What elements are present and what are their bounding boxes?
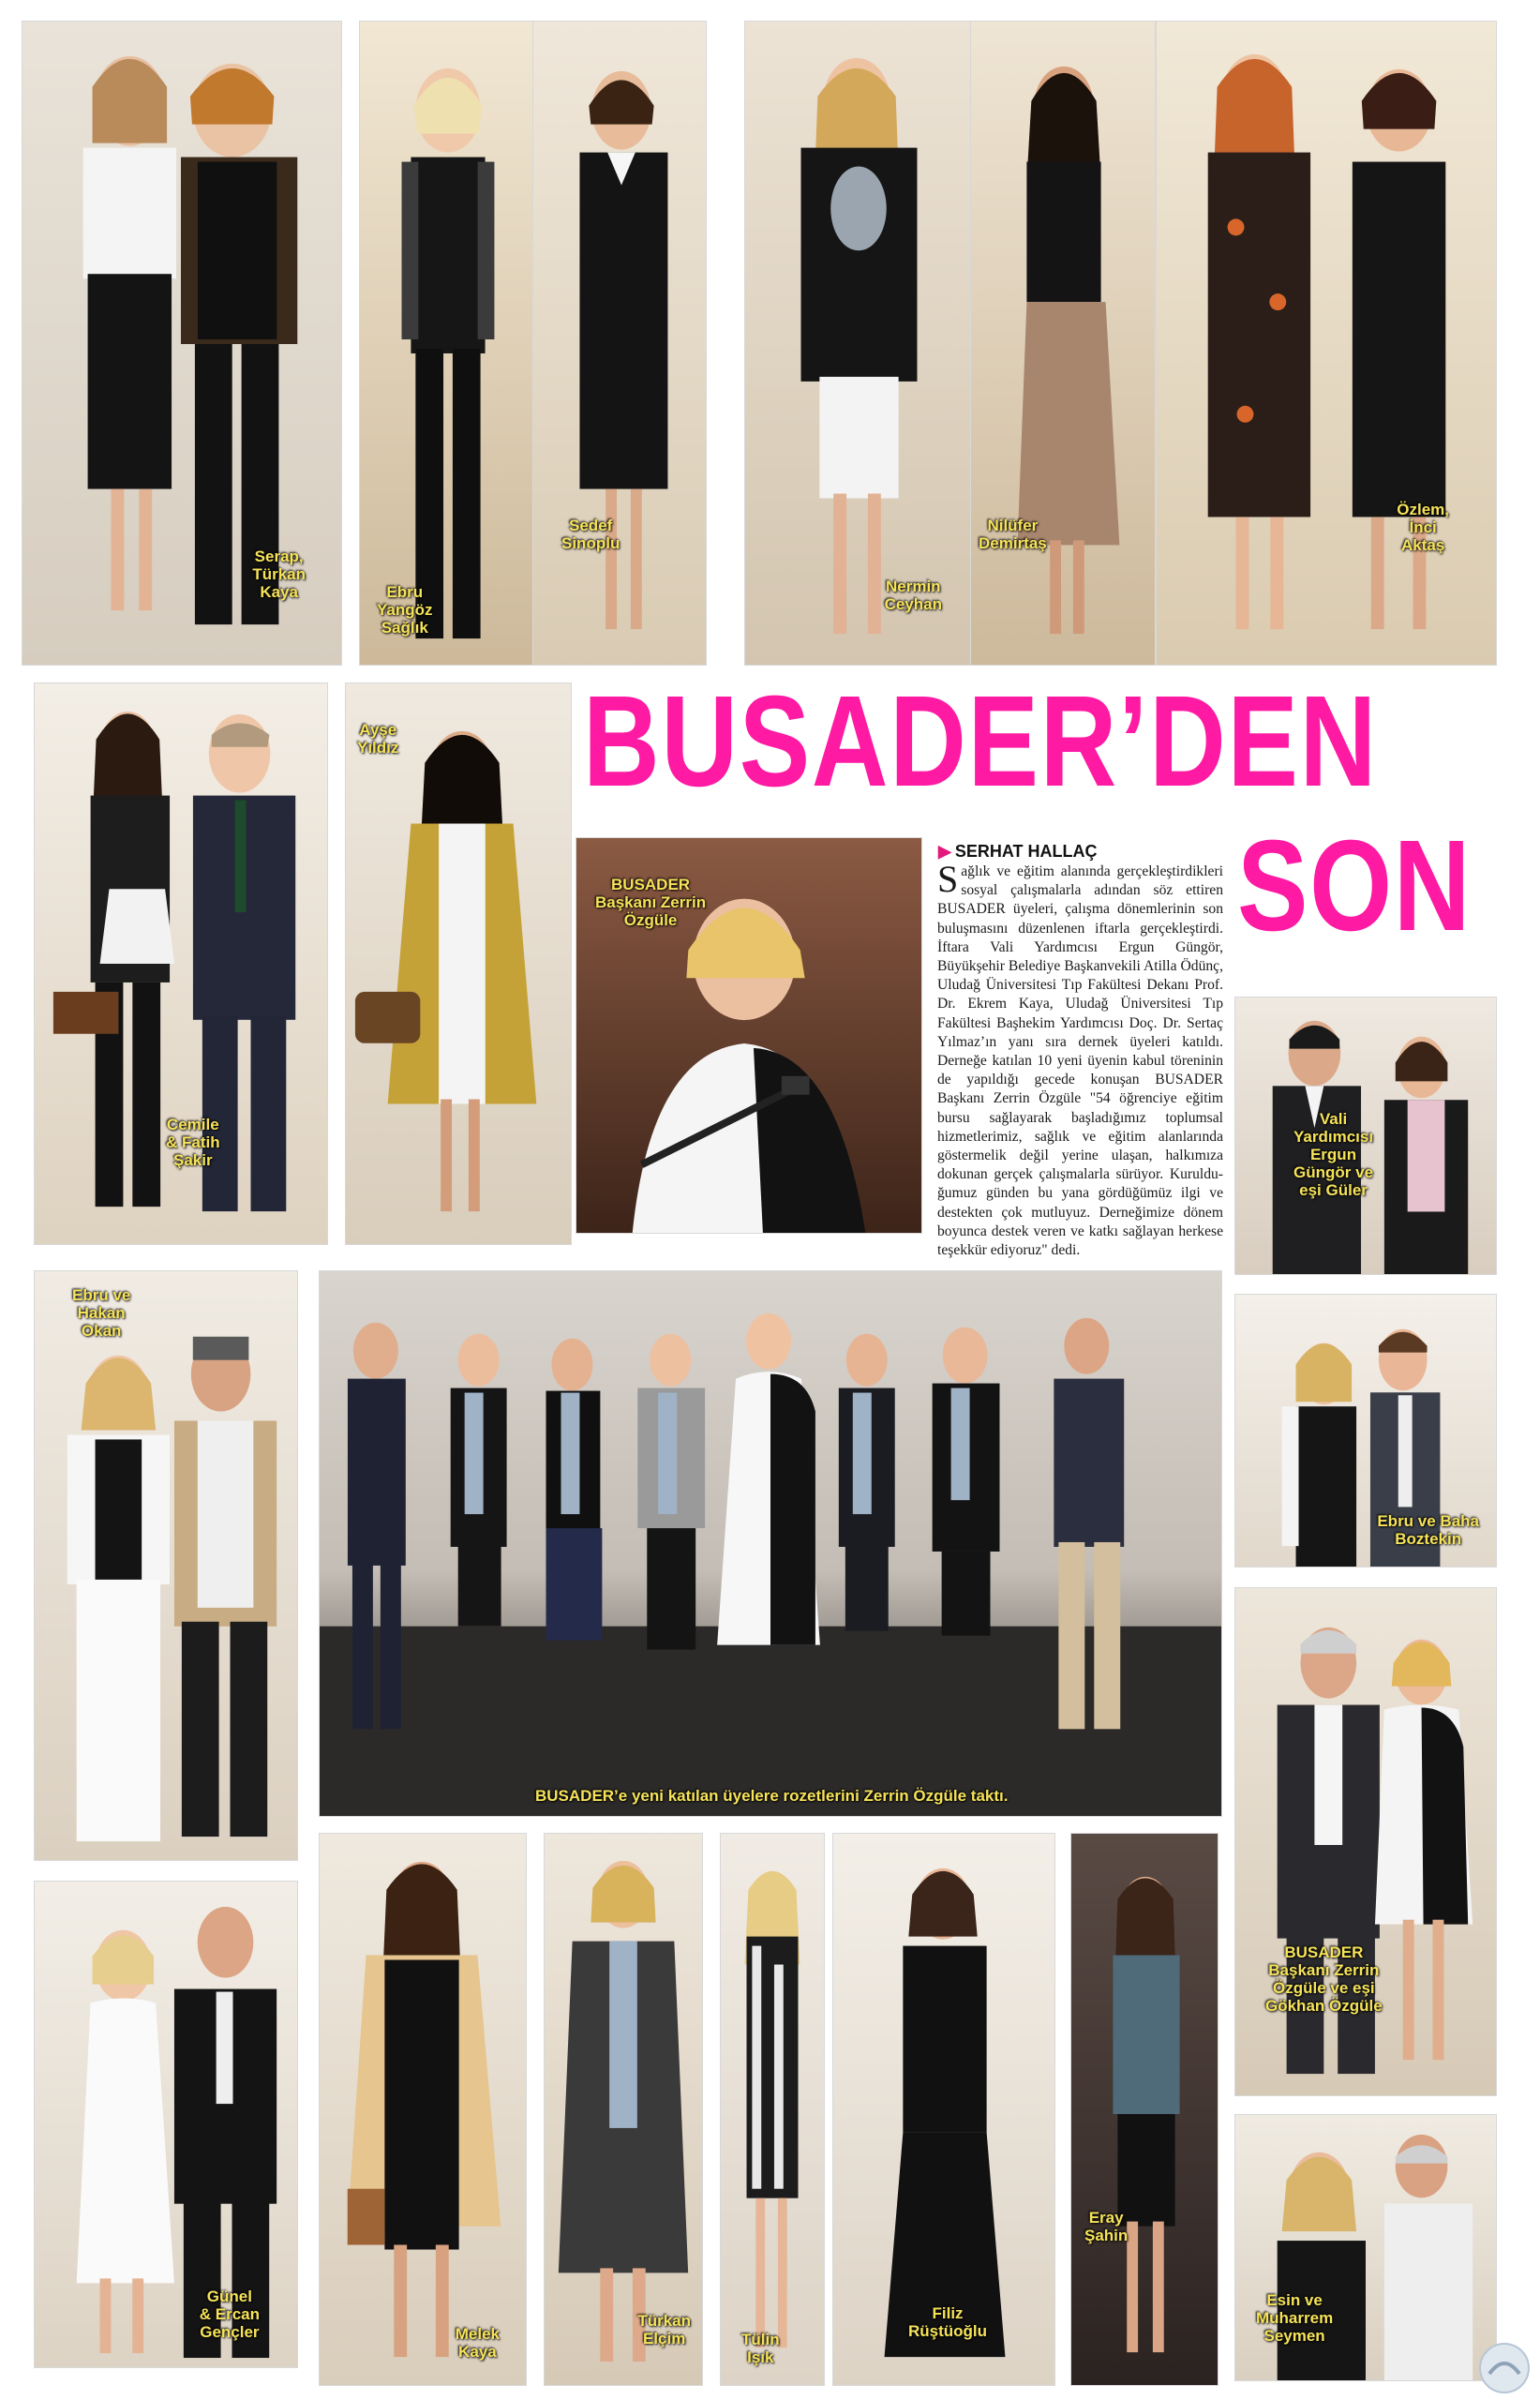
photo-caption: Günel & Ercan Gençler [199, 2288, 260, 2341]
photo-figures [360, 22, 532, 665]
photo-nermin-ceyhan [744, 21, 971, 666]
photo-caption: BUSADER’e yeni katılan üyelere rozetlerini Zerrin Özgüle taktı. [535, 1787, 1009, 1805]
photo-turkan-elcim [544, 1833, 703, 2386]
headline-line2: SON [1237, 814, 1473, 958]
photo-caption: Melek Kaya [455, 2325, 500, 2361]
photo-zerrin-gokhan-ozgule [1234, 1587, 1497, 2096]
photo-caption: Türkan Elçim [637, 2312, 691, 2348]
photo-caption: Özlem, İnci Aktaş [1397, 501, 1449, 554]
photo-figures [1235, 1588, 1496, 2095]
photo-caption: Cemile & Fatih Şakir [166, 1116, 220, 1169]
photo-caption: Ebru ve Baha Boztekin [1377, 1512, 1479, 1548]
photo-ozlem-inci-aktas [1156, 21, 1497, 666]
byline-marker-icon: ▶ [938, 842, 951, 861]
photo-caption: Filiz Rüştüoğlu [908, 2304, 988, 2340]
photo-ebru-yangoz-saglik [359, 21, 533, 666]
photo-figures [320, 1834, 526, 2385]
photo-zerrin-ozgule-speech [576, 837, 922, 1234]
photo-caption: Ebru ve Hakan Okan [72, 1286, 131, 1340]
photo-ebru-hakan-okan [34, 1270, 298, 1861]
photo-serap-turkan-kaya [22, 21, 342, 666]
photo-group-new-members [319, 1270, 1222, 1817]
photo-caption: Ayşe Yıldız [357, 721, 399, 757]
photo-figures [833, 1834, 1054, 2385]
article-body [937, 858, 1223, 1259]
photo-ayse-yildiz [345, 682, 572, 1245]
photo-caption: BUSADER Başkanı Zerrin Özgüle [595, 876, 707, 929]
photo-caption: Nermin Ceyhan [884, 578, 942, 613]
photo-cemile-fatih-sakir [34, 682, 328, 1245]
photo-figures [1071, 1834, 1218, 2385]
photo-caption: Eray Şahin [1084, 2209, 1129, 2244]
photo-filiz-rustuoglu [832, 1833, 1055, 2386]
photo-ebru-baha-boztekin [1234, 1294, 1497, 1568]
byline-author: SERHAT HALLAÇ [954, 842, 1098, 861]
headline-line1: BUSADER’DEN [583, 669, 1378, 814]
photo-figures [346, 683, 571, 1244]
photo-caption: Nilüfer Demirtaş [979, 517, 1047, 552]
photo-figures [971, 22, 1155, 665]
photo-caption: Serap, Türkan Kaya [252, 548, 306, 601]
photo-melek-kaya [319, 1833, 527, 2386]
photo-figures [1157, 22, 1496, 665]
photo-figures [721, 1834, 824, 2385]
photo-gunel-ercan-gencler [34, 1881, 298, 2368]
photo-caption: Tülin Işık [741, 2331, 780, 2366]
photo-vali-yardimcisi-ergun-gungor [1234, 997, 1497, 1275]
photo-caption: Sedef Sinoplu [561, 517, 620, 552]
article-text: ağlık ve eğitim alanında gerçekleştirdikleri sosyal çalışmalarla adından söz ettiren BUSADER üyeleri, çalışma dönemlerinin son buluşmasını düzenlenen iftarla gerçekleştirdi. İftara Vali Yardımcısı Ergun Güngör, Büyükşehir Belediye Başkanvekili Atilla Ödünç, Uludağ Üniversitesi Tıp Fakültesi Dekanı Prof. Dr. Ekrem Kaya, Uludağ Üniversitesi Tıp Fakültesi Başhekim Yardımcısı Doç. Dr. Sertaç Yılmaz’ın yanı sıra dernek üyeleri katıldı. Derneğe katılan 10 yeni üyenin kabul töreninin de yapıldığı gecede konuşan BUSADER Başkanı Zerrin Özgüle "54 öğrenciye eğitim bursu sağlayarak başladığımız toplumsal hizmetlerimiz, sağlık ve eğitim alanlarında göstermelik değil yerine ulaşan, halkımıza dokunan gerçek çalışmalarla sürüyor. Kurulduğumuz günden bu yana gördüğümüz ilgi ve destekten çok mutluyuz. Derneğimize dönem boyunca destek veren ve katkı sağlayan herkese teşekkür ediyoruz" dedi. [937, 863, 1223, 1259]
photo-figures [745, 22, 970, 665]
article-dropcap: S [937, 858, 959, 900]
photo-caption: Vali Yardımcısı Ergun Güngör ve eşi Güler [1293, 1110, 1374, 1199]
photo-caption: Esin ve Muharrem Seymen [1256, 2291, 1334, 2345]
photo-figures [533, 22, 706, 665]
photo-figures [320, 1271, 1221, 1816]
photo-figures [545, 1834, 702, 2385]
byline [938, 842, 1098, 862]
photo-sedef-sinoplu [532, 21, 707, 666]
newspaper-logo-seal [1476, 2342, 1533, 2394]
photo-eray-sahin [1070, 1833, 1219, 2386]
photo-caption: BUSADER Başkanı Zerrin Özgüle ve eşi Gökhan Özgüle [1265, 1943, 1383, 2015]
photo-tulin-isik [720, 1833, 825, 2386]
photo-nilufer-demirtas [970, 21, 1156, 666]
photo-figures [35, 1271, 297, 1860]
photo-esin-muharrem-seymen [1234, 2114, 1497, 2381]
photo-caption: Ebru Yangöz Sağlık [377, 583, 433, 637]
